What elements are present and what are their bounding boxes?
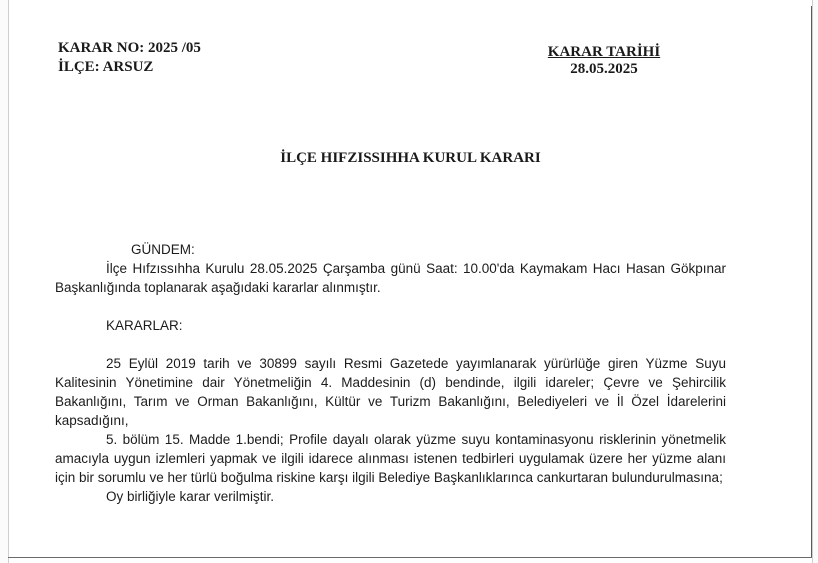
page-edge-bottom	[8, 557, 812, 558]
kararlar-label: KARARLAR:	[106, 318, 183, 333]
karar-paragraph-1: 25 Eylül 2019 tarih ve 30899 sayılı Resmi Gazetede yayımlanarak yürürlüğe giren Yüzme Suyu Kalitesinin Yönetimine dair Yönetmeliğin 4. Maddesinin (d) bendinde, ilgili idareler; Çevre ve Şehircilik Bakanlığını, Tarım ve Orman Bakanlığını, Kültür ve Turizm Bakanlığını, Belediyeleri ve İl Özel İdarelerini kapsadığını,	[55, 356, 726, 428]
karar-no: KARAR NO: 2025 /05	[58, 40, 201, 56]
karar-tarihi-block	[509, 44, 699, 78]
document-body	[55, 240, 726, 506]
karar-tarihi-value: 28.05.2025	[570, 61, 638, 77]
document-page	[8, 0, 813, 563]
page-edge-right	[811, 6, 812, 558]
karar-paragraph-2: 5. bölüm 15. Madde 1.bendi; Profile dayalı olarak yüzme suyu kontaminasyonu risklerinin yönetmelik amacıyla uygun izlemleri yapmak ve ilgili idarece alınması istenen tedbirleri uygulamak üzere her yüzme alanı için bir sorumlu ve her türlü boğulma riskine karşı ilgili Belediye Başkanlıklarınca cankurtaran bulundurulmasına;	[55, 432, 726, 485]
closing-statement: Oy birliğiyle karar verilmiştir.	[106, 489, 275, 504]
gundem-label: GÜNDEM:	[131, 242, 195, 257]
karar-tarihi-label: KARAR TARİHİ	[547, 44, 661, 60]
ilce: İLÇE: ARSUZ	[58, 59, 154, 75]
document-title: İLÇE HIFZISSIHHA KURUL KARARI	[280, 150, 541, 166]
gundem-text: İlçe Hıfzıssıhha Kurulu 28.05.2025 Çarşamba günü Saat: 10.00'da Kaymakam Hacı Hasan Gökpınar Başkanlığında toplanarak aşağıdaki kararlar alınmıştır.	[55, 261, 726, 295]
spacer	[55, 335, 726, 354]
